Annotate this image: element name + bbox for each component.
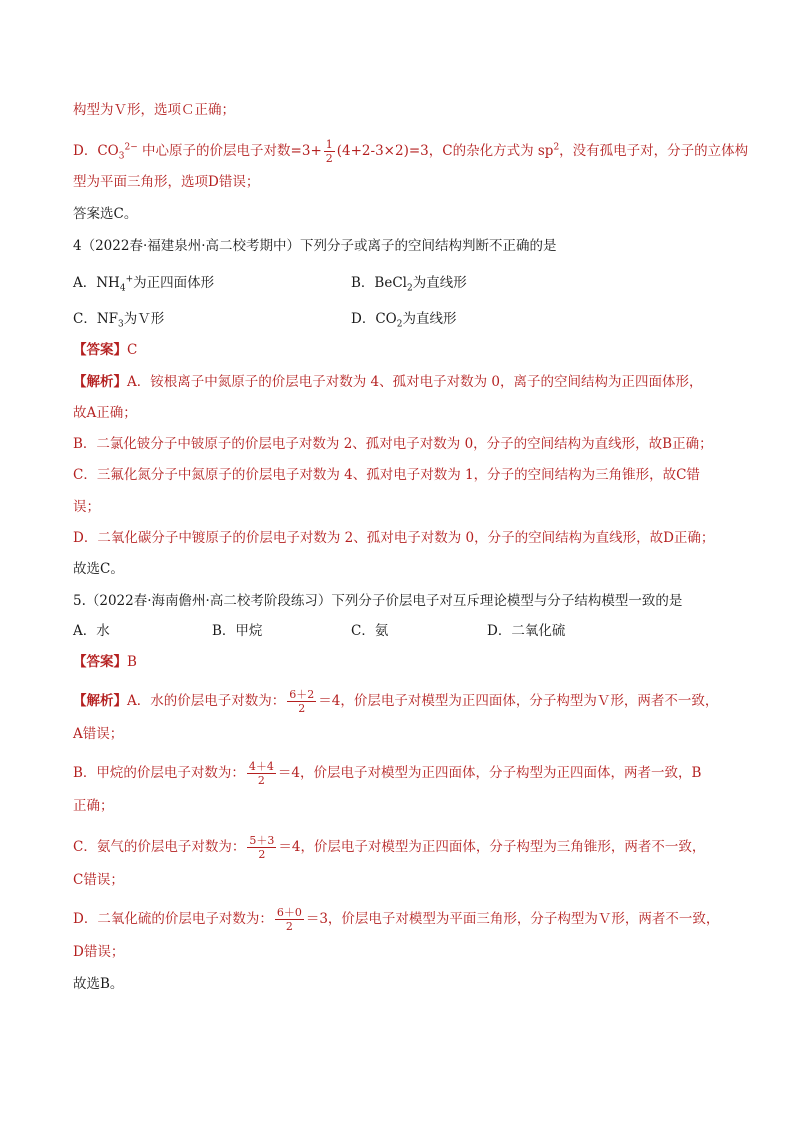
analysis-4-line: B．二氯化铍分子中铍原子的价层电子对数为 2、孤对电子对数为 0，分子的空间结构为直线形，故B正确； bbox=[73, 436, 713, 452]
text-line: 构型为Ｖ形，选项Ｃ正确； bbox=[73, 102, 235, 118]
question-5-stem: 5.（2022春·海南儋州·高二校考阶段练习）下列分子价层电子对互斥理论模型与分子结构模型一致的是 bbox=[73, 593, 683, 609]
analysis-5-line: 正确； bbox=[73, 798, 114, 814]
option-b: B．BeCl$_2$为直线形 bbox=[351, 275, 467, 294]
answer-5: 【答案】B bbox=[73, 654, 137, 670]
analysis-5-line: D错误； bbox=[73, 944, 125, 960]
fraction: $\frac{6+0}{2}$ bbox=[276, 906, 302, 933]
question-4-stem: 4（2022春·福建泉州·高二校考期中）下列分子或离子的空间结构判断不正确的是 bbox=[73, 238, 557, 254]
fraction: $\frac{6+2}{2}$ bbox=[289, 688, 315, 715]
option-b: B．甲烷 bbox=[212, 623, 263, 639]
option-c: C．$NF_3$为Ｖ形 bbox=[73, 311, 165, 330]
analysis-5-line: A错误； bbox=[73, 726, 124, 742]
analysis-4-line: 故选C。 bbox=[73, 561, 124, 577]
text-line: 答案选C。 bbox=[73, 206, 138, 222]
analysis-4-line: 故A正确； bbox=[73, 405, 137, 421]
fraction: $\frac{5+3}{2}$ bbox=[249, 834, 275, 861]
option-d: D．二氧化硫 bbox=[487, 623, 566, 639]
text-line-co3: D．$CO_3^{2-}$ 中心原子的价层电子对数=3+ $\frac{1}{2}$ (4+2-3×2)=3，C的杂化方式为 $sp^2$，没有孤电子对，分子的立体构 bbox=[73, 138, 749, 165]
answer-4: 【答案】C bbox=[73, 342, 138, 358]
text-line: 型为平面三角形，选项D错误； bbox=[73, 174, 260, 190]
fraction: $\frac{1}{2}$ bbox=[325, 138, 333, 165]
option-d: D．$CO_2$为直线形 bbox=[351, 311, 457, 330]
option-a: A．$NH_4^+$为正四面体形 bbox=[73, 274, 215, 294]
analysis-4-line: C．三氟化氮分子中氮原子的价层电子对数为 4、孤对电子对数为 1，分子的空间结构为三角锥形，故C错 bbox=[73, 467, 700, 483]
analysis-5-methane: B．甲烷的价层电子对数为： $\frac{4+4}{2}$ ＝4，价层电子对模型为正四面体，分子构型为正四面体，两者一致，B bbox=[73, 760, 702, 787]
analysis-5-ammonia: C．氨气的价层电子对数为： $\frac{5+3}{2}$ ＝4，价层电子对模型为正四面体，分子构型为三角锥形，两者不一致， bbox=[73, 834, 706, 861]
analysis-4-line: D．二氧化碳分子中镀原子的价层电子对数为 2、孤对电子对数为 0，分子的空间结构为直线形，故D正确； bbox=[73, 530, 715, 546]
analysis-5-water: 【解析】A．水的价层电子对数为： $\frac{6+2}{2}$ ＝4，价层电子对模型为正四面体，分子构型为Ｖ形，两者不一致， bbox=[73, 688, 719, 715]
analysis-4-line: 【解析】A．铵根离子中氮原子的价层电子对数为 4、孤对电子对数为 0，离子的空间结构为正四面体形， bbox=[73, 374, 703, 390]
analysis-5-line: C错误； bbox=[73, 872, 124, 888]
analysis-5-so2: D．二氧化硫的价层电子对数为： $\frac{6+0}{2}$ ＝3，价层电子对模型为平面三角形，分子构型为Ｖ形，两者不一致， bbox=[73, 906, 720, 933]
option-c: C．氨 bbox=[351, 623, 389, 639]
fraction: $\frac{4+4}{2}$ bbox=[248, 760, 274, 787]
final-answer-5: 故选B。 bbox=[73, 976, 124, 992]
option-a: A．水 bbox=[73, 623, 110, 639]
analysis-4-line: 误； bbox=[73, 499, 100, 515]
